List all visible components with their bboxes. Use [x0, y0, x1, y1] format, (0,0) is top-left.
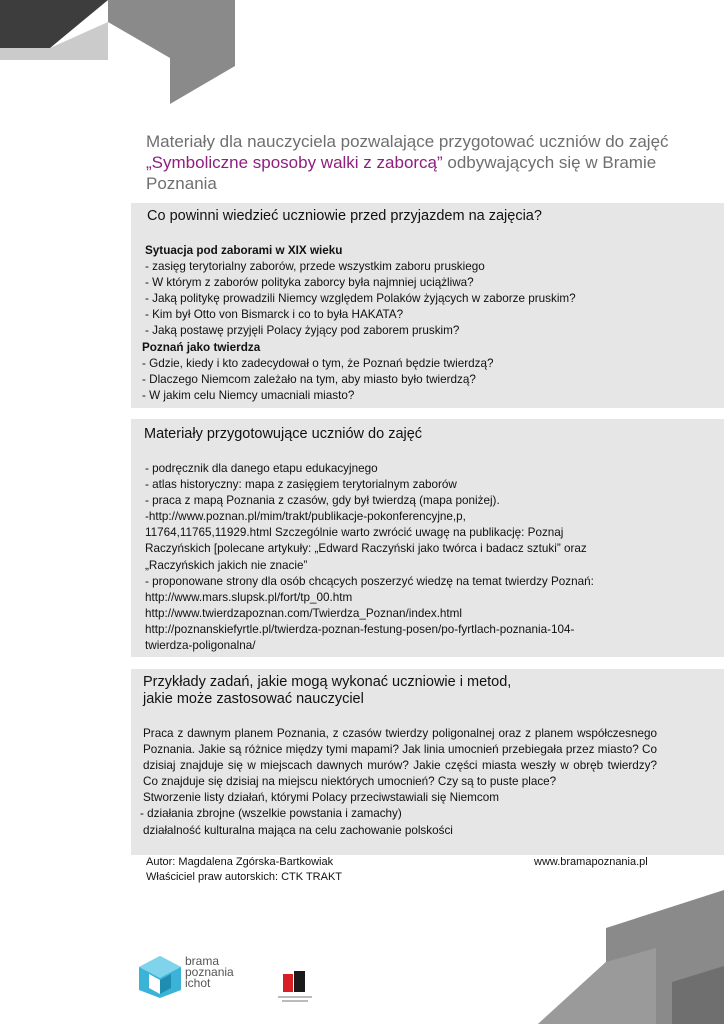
subheading: Sytuacja pod zaborami w XIX wieku — [145, 244, 343, 257]
list-item: - W którym z zaborów polityka zaborcy była najmniej uciążliwa? — [145, 276, 474, 290]
website-text: www.bramapoznania.pl — [534, 856, 648, 868]
list-item: - proponowane strony dla osób chcących poszerzyć wiedzę na temat twierdzy Poznań: — [145, 574, 594, 588]
logo-line: ichot — [185, 976, 211, 990]
subheading: Poznań jako twierdza — [142, 340, 261, 354]
list-item: Stworzenie listy działań, którymi Polacy przeciwstawiali się Niemcom — [143, 791, 499, 805]
link-text: twierdza-poligonalna/ — [145, 639, 256, 653]
link-text: http://www.mars.slupsk.pl/fort/tp_00.htm — [145, 590, 353, 604]
list-item: - Jaką politykę prowadzili Niemcy względem Polaków żyjących w zaborze pruskim? — [145, 292, 576, 306]
section-body — [142, 243, 576, 404]
list-item: - podręcznik dla danego etapu edukacyjnego — [145, 462, 378, 475]
list-item: -http://www.poznan.pl/mim/trakt/publikacje-pokonferencyjne,p, — [145, 510, 466, 524]
list-item: - działania zbrojne (wszelkie powstania i zamachy) — [140, 807, 402, 821]
heading-line: jakie może zastosować nauczyciel — [143, 691, 364, 707]
list-item: - Gdzie, kiedy i kto zadecydował o tym, że Poznań będzie twierdzą? — [142, 356, 494, 370]
list-item: - Jaką postawę przyjęli Polacy żyjący pod zaborem pruskim? — [145, 324, 460, 338]
footer-credits — [146, 855, 342, 885]
title-prefix: Materiały dla nauczyciela pozwalające przygotować uczniów do zajęć — [146, 132, 669, 151]
rights-text: Właściciel praw autorskich: CTK TRAKT — [146, 871, 343, 883]
bottom-right-decorative-shape — [520, 890, 724, 1024]
section-body — [140, 726, 657, 839]
list-item: - zasięg terytorialny zaborów, przede wszystkim zaboru pruskiego — [145, 260, 485, 274]
author-text: Autor: Magdalena Zgórska-Bartkowiak — [146, 856, 334, 868]
section-heading: Co powinni wiedzieć uczniowie przed przyjazdem na zajęcia? — [147, 208, 542, 224]
section-heading: Materiały przygotowujące uczniów do zajęć — [144, 426, 423, 442]
partner-logo-icon — [278, 968, 312, 1004]
section-task-examples — [131, 669, 724, 855]
logo-line: brama — [185, 954, 220, 968]
link-text: http://poznanskiefyrtle.pl/twierdza-poznan-festung-posen/po-fyrtlach-poznania-104- — [145, 622, 575, 636]
list-item: - praca z mapą Poznania z czasów, gdy był twierdzą (mapa poniżej). — [145, 494, 500, 508]
section-body — [145, 461, 594, 654]
list-item: - W jakim celu Niemcy umacniali miasto? — [142, 388, 355, 402]
top-left-decorative-shape — [0, 0, 240, 110]
section-heading — [143, 674, 511, 708]
heading-line: Przykłady zadań, jakie mogą wykonać uczniowie i metod, — [143, 674, 512, 690]
list-item: działalność kulturalna mająca na celu zachowanie polskości — [143, 823, 453, 837]
link-text: http://www.twierdzapoznan.com/Twierdza_Poznan/index.html — [145, 606, 463, 620]
title-suffix: odbywających się w Bramie Poznania — [146, 153, 657, 193]
list-item: - Kim był Otto von Bismarck i co to była HAKATA? — [145, 308, 404, 322]
list-item: Raczyńskich [polecane artykuły: „Edward Raczyński jako twórca i badacz sztuki” oraz — [145, 542, 587, 556]
title-highlight: „Symboliczne sposoby walki z zaborcą” — [146, 153, 443, 172]
brama-poznania-logo-text — [185, 956, 234, 989]
section-prior-knowledge — [131, 203, 724, 408]
section-materials — [131, 419, 724, 657]
list-item: - atlas historyczny: mapa z zasięgiem terytorialnym zaborów — [145, 478, 457, 492]
logo-line: poznania — [185, 965, 234, 979]
list-item: „Raczyńskich jakich nie znacie” — [145, 558, 308, 572]
page-title — [146, 131, 686, 194]
paragraph: Praca z dawnym planem Poznania, z czasów twierdzy poligonalnej oraz z planem współczesnego Poznania. Jakie są różnice między tymi mapami? Jak linia umocnień przebiegała przez miasto? Co dzisiaj znajduje się w miejscach dawnych murów? Jakie części miasta weszły w obręb twierdzy? Co znajduje się dzisiaj na miejscu niektórych umocnień? Czy są to puste place? — [143, 727, 657, 789]
list-item: 11764,11765,11929.html Szczególnie warto zwrócić uwagę na publikację: Poznaj — [145, 526, 564, 540]
list-item: - Dlaczego Niemcom zależało na tym, aby miasto było twierdzą? — [142, 372, 476, 386]
brama-poznania-logo-icon — [137, 954, 183, 1000]
